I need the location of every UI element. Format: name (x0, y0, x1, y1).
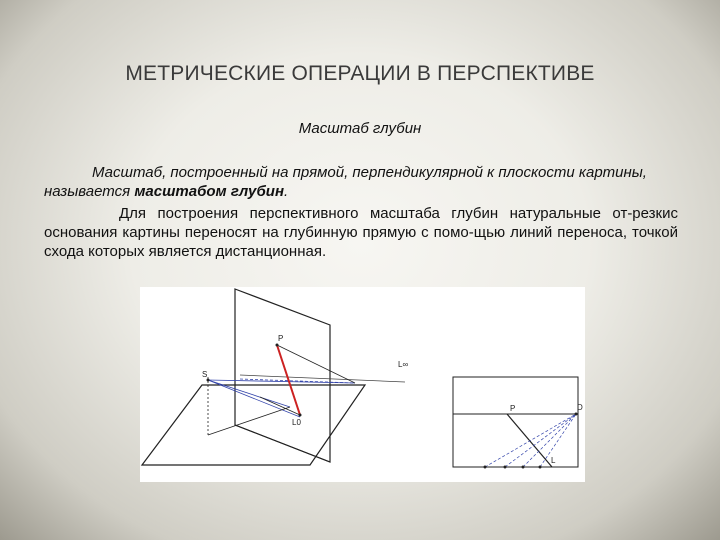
label-linf: L∞ (398, 360, 409, 369)
transfer-line-3 (523, 414, 576, 467)
label-l: L (551, 456, 556, 465)
right-depth-line (507, 414, 552, 467)
base-point-4 (539, 466, 542, 469)
label-d: D (577, 403, 583, 412)
label-l0: L0 (292, 418, 301, 427)
depth-line (277, 345, 300, 415)
base-point-1 (484, 466, 487, 469)
definition-text: Масштаб, построенный на прямой, перпендикулярной к плоскости картины, называется (44, 164, 647, 200)
point-l0 (299, 414, 302, 417)
slide-title: МЕТРИЧЕСКИЕ ОПЕРАЦИИ В ПЕРСПЕКТИВЕ (125, 62, 595, 85)
section-subtitle: Масштаб глубин (298, 120, 422, 137)
figure-drawing (140, 287, 585, 482)
point-p (276, 344, 279, 347)
construction-paragraph (44, 204, 678, 261)
definition-end: . (284, 183, 289, 200)
point-d (575, 413, 578, 416)
transfer-line-2 (505, 414, 576, 467)
picture-base-line (235, 425, 330, 462)
right-panel (453, 377, 578, 467)
label-p: P (278, 334, 284, 343)
label-s: S (202, 370, 208, 379)
definition-paragraph (44, 163, 678, 201)
ground-plane (142, 385, 365, 465)
depth-scale-figure (140, 287, 585, 482)
ray-2 (208, 380, 290, 407)
construction-text: Для построения перспективного масштаба глубин натуральные от-резкис основания картины переносят на глубинную прямую с помо-щью линий переноса, точкой схода которых является дистанционная. (44, 205, 678, 260)
base-point-2 (504, 466, 507, 469)
base-point-3 (522, 466, 525, 469)
definition-term: масштабом глубин (134, 183, 284, 200)
label-p2: P (510, 404, 516, 413)
